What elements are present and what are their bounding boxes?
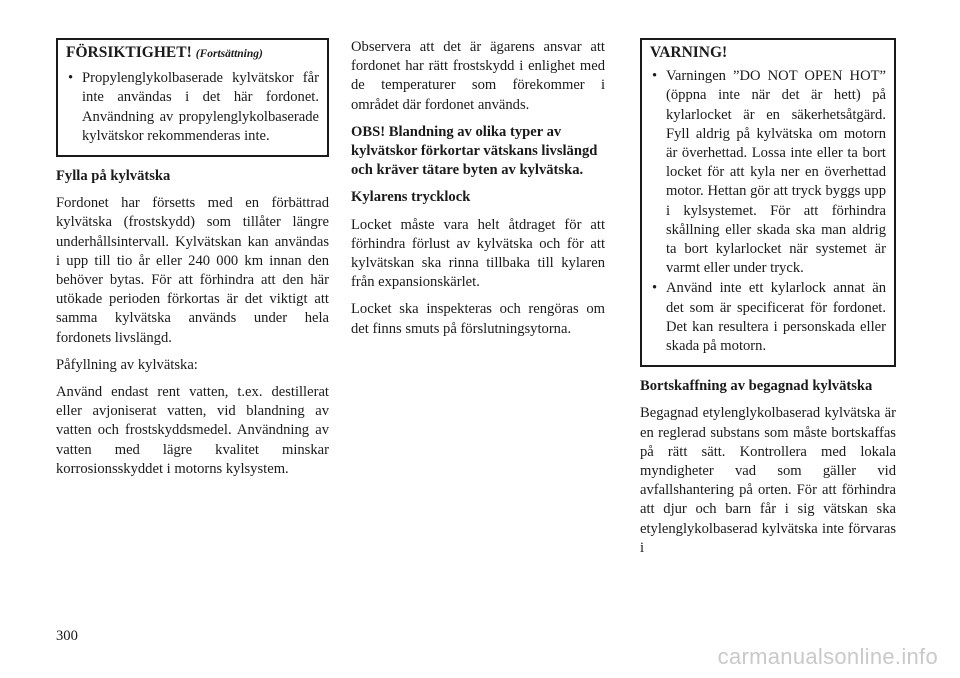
paragraph: Använd endast rent vatten, t.ex. destillerat eller avjoniserat vatten, vid blandning av vatten och frostskyddsmedel. Användning av vatten med lägre kvalitet minskar korrosionsskyddet i motorns kylsystem. [56, 384, 329, 477]
section-heading-fill-coolant: Fylla på kylvätska [56, 168, 171, 185]
paragraph: Observera att det är ägarens ansvar att fordonet har rätt frostskydd i enlighet med de temperaturer som förekommer i området där fordonet används. [351, 39, 605, 113]
column-left [56, 38, 329, 487]
paragraph: Fordonet har försetts med en förbättrad kylvätska (frostskydd) som tillåter längre underhållsintervall. Kylvätskan kan användas i upp till tio år eller 240 000 km innan den behöver bytas. För att förhindra att den här utökade perioden förkortas är det viktigt att samma kylvätska används under hela fordonets livslängd. [56, 195, 329, 346]
section-heading-radiator-cap: Kylarens trycklock [351, 189, 471, 206]
paragraph: Locket måste vara helt åtdraget för att förhindra förlust av kylvätska och för att kylvätskan ska rinna tillbaka till kylaren från expansionskärlet. [351, 216, 605, 291]
warning-title: VARNING! [650, 44, 728, 61]
page-number: 300 [56, 628, 78, 644]
watermark: carmanualsonline.info [717, 644, 938, 669]
paragraph: Påfyllning av kylvätska: [56, 356, 198, 373]
caution-item: • Propylenglykolbaserade kylvätskor får inte användas i det här fordonet. Användning av propylenglykolbaserade kylvätskor rekommenderas inte. [66, 69, 319, 146]
caution-list [66, 69, 319, 146]
section-heading-disposal: Bortskaffning av begagnad kylvätska [640, 378, 873, 395]
caution-title-text: FÖRSIKTIGHET! [66, 44, 192, 61]
column-middle [351, 38, 605, 347]
obs-note: OBS! Blandning av olika typer av kylvätskor förkortar vätskans livslängd och kräver tätare byten av kylvätska. [351, 123, 598, 179]
column-right [640, 38, 896, 566]
warning-item: • Varningen ”DO NOT OPEN HOT” (öppna inte när det är hett) på kylarlocket är en säkerhetsåtgärd. Fyll aldrig på kylvätska om motorn är överhettad. Lossa inte eller ta bort locket för att kyla ner en överhettad motor. Hettan gör att tryck byggs upp i kylsystemet. För att förhindra skållning eller skada ska man aldrig ta bort kylarlocket när systemet är varmt eller under tryck. [650, 67, 886, 278]
caution-box [56, 38, 329, 157]
paragraph: Begagnad etylenglykolbaserad kylvätska är en reglerad substans som måste bortskaffas på rätt sätt. Kontrollera med lokala myndigheter vad som gäller vid avfallshantering på orten. För att förhindra att djur och barn får i sig vätskan ska etylenglykolbaserad kylvätska inte förvaras i [640, 405, 896, 556]
warning-list [650, 67, 886, 356]
warning-item: • Använd inte ett kylarlock annat än det som är specificerat för fordonet. Det kan resultera i personskada eller skada på motorn. [650, 279, 886, 356]
caution-subtitle: (Fortsättning) [195, 48, 263, 60]
caution-title [66, 43, 319, 64]
warning-box [640, 38, 896, 367]
paragraph: Locket ska inspekteras och rengöras om det finns smuts på förslutningsytorna. [351, 301, 605, 337]
